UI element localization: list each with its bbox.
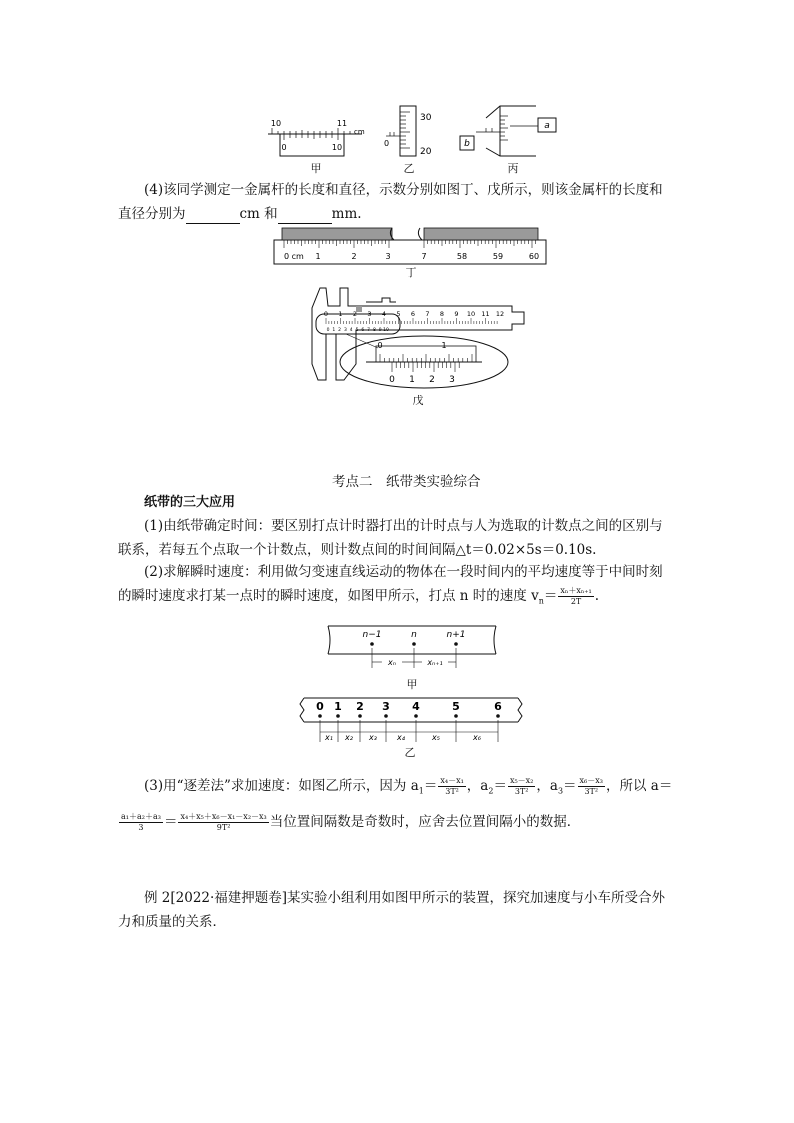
yi-tick-30: 30 <box>420 113 432 123</box>
tape-jia-seg-xn1: xₙ₊₁ <box>427 658 443 667</box>
tape-yi-point-label: 0 <box>316 700 324 713</box>
tape-yi-seg-label: x₄ <box>397 733 405 742</box>
p3-sub-a1: 1 <box>418 786 424 796</box>
p3-frac-a1: $\frac{\text{x₄－x₁}}{\text{3T²}}$ <box>440 776 464 796</box>
caliper-main-label: 7 <box>425 310 430 318</box>
p1-line2: 联系，若每五个点取一个计数点，则计数点间的时间间隔△t＝0.02×5s＝0.10s. <box>118 542 597 558</box>
caliper-main-label: 12 <box>495 310 505 318</box>
section-title: 考点二 纸带类实验综合 <box>332 474 481 490</box>
p2-text: 的瞬时速度求打某一点时的瞬时速度，如图甲所示，打点 n 时的速度 v <box>118 588 539 604</box>
q4-line2 <box>118 204 362 224</box>
tape-yi-seg-label: x₃ <box>369 733 377 742</box>
ding-tick-2: 2 <box>351 252 357 261</box>
tape-yi-dot <box>384 714 388 718</box>
jia-unit: cm <box>354 128 365 136</box>
caliper-main-label: 8 <box>439 310 445 318</box>
figure-bing-micrometer <box>456 98 566 160</box>
ding-tick-60: 60 <box>528 252 540 261</box>
p3-text-d: ，所以 a＝ <box>605 778 673 794</box>
caliper-vernier-label: 0 <box>326 328 330 333</box>
figure-wu-label: 戊 <box>412 394 424 407</box>
figure-ding-ruler <box>272 226 548 266</box>
tape-yi-dot <box>414 714 418 718</box>
ding-tick-59: 59 <box>492 252 504 261</box>
figure-jia-vernier <box>262 112 372 164</box>
figure-bing-label: 丙 <box>507 162 519 175</box>
tape-jia-seg-xn: xₙ <box>388 658 396 667</box>
example-line1: 例 2[2022·福建押题卷]某实验小组利用如图甲所示的装置，探究加速度与小车所受合外 <box>144 890 666 906</box>
tape-yi-point-label: 1 <box>334 700 342 713</box>
figure-yi-micrometer <box>382 104 442 160</box>
tape-yi-point-label: 2 <box>356 700 364 713</box>
tape-yi-dot <box>318 714 322 718</box>
wu-zoom-bottom-2: 2 <box>429 375 435 385</box>
q4-line1: (4)该同学测定一金属杆的长度和直径，示数分别如图丁、戊所示，则该金属杆的长度和 <box>144 182 663 198</box>
tape-yi-seg-label: x₆ <box>473 733 481 742</box>
wu-zoom-bottom-1: 1 <box>409 375 415 385</box>
ding-tick-1: 1 <box>315 252 321 261</box>
p3-eq1: ＝ <box>423 778 438 794</box>
p3-l2-eq: ＝ <box>163 814 178 830</box>
figure-tape-yi <box>296 694 526 746</box>
figure-jia-label: 甲 <box>310 162 322 175</box>
caliper-main-label: 2 <box>352 310 358 318</box>
tape-yi-dot <box>496 714 500 718</box>
figure-tape-jia <box>326 624 498 674</box>
tape-jia-point-n+1: n+1 <box>446 630 466 640</box>
jia-vernier-10: 10 <box>331 143 343 152</box>
caliper-main-label: 9 <box>454 310 459 318</box>
ding-tick-7: 7 <box>421 252 427 261</box>
p1-line1: (1)由纸带确定时间：要区别打点计时器打出的计时点与人为选取的计数点之间的区别与 <box>144 518 663 534</box>
diameter-answer-blank[interactable] <box>278 209 332 224</box>
tape-yi-seg-label: x₁ <box>325 733 333 742</box>
p3-line2 <box>118 812 580 833</box>
tape-yi-dot <box>336 714 340 718</box>
tape-jia-label: 甲 <box>406 678 418 691</box>
p2-sub: n <box>538 596 544 606</box>
caliper-main-label: 4 <box>381 310 387 318</box>
jia-tick-11: 11 <box>336 119 348 128</box>
caliper-vernier-label: 2 <box>338 328 342 333</box>
wu-zoom-bottom-0: 0 <box>389 375 395 385</box>
jia-tick-10: 10 <box>270 119 282 128</box>
caliper-vernier-label: 8 <box>372 328 376 333</box>
tape-yi-dot <box>454 714 458 718</box>
yi-tick-0: 0 <box>384 139 390 148</box>
caliper-vernier-label: 5 <box>355 328 359 333</box>
p3-frac-a2: $\frac{\text{x₅－x₂}}{\text{3T²}}$ <box>509 776 534 796</box>
yi-tick-20: 20 <box>420 147 432 157</box>
ding-tick-0cm: 0 cm <box>284 252 304 261</box>
caliper-vernier-label: 1 <box>332 328 336 333</box>
q4-text-b: cm 和 <box>239 206 278 222</box>
length-answer-blank[interactable] <box>186 209 240 224</box>
caliper-main-label: 0 <box>323 310 329 318</box>
p2-eq: ＝ <box>543 588 558 604</box>
tape-yi-seg-label: x₂ <box>345 733 353 742</box>
bing-label-b: b <box>464 139 470 149</box>
p3-frac-a3: $\frac{\text{x₆－x₃}}{\text{3T²}}$ <box>579 776 603 796</box>
p3-text-c: ，a <box>536 778 558 794</box>
figure-ding-label: 丁 <box>405 266 417 279</box>
figure-yi-label: 乙 <box>403 162 415 175</box>
wu-zoom-top-0: 0 <box>377 341 383 350</box>
caliper-vernier-label: 10 <box>383 328 389 333</box>
example-line2: 力和质量的关系． <box>118 914 226 930</box>
p2-line1: (2)求解瞬时速度：利用做匀变速直线运动的物体在一段时间内的平均速度等于中间时刻 <box>144 564 663 580</box>
caliper-vernier-label: 4 <box>349 328 353 333</box>
figure-wu-caliper <box>296 284 532 390</box>
q4-text-a: 直径分别为 <box>118 206 186 222</box>
bing-label-a: a <box>544 121 550 131</box>
p3-frac-total: $\frac{\text{x₄＋x₅＋x₆－x₁－x₂－x₃}}{\text{9T²}}$ <box>180 812 267 832</box>
caliper-main-label: 10 <box>466 310 476 318</box>
caliper-vernier-label: 3 <box>343 328 347 333</box>
caliper-main-label: 3 <box>367 310 372 318</box>
tape-yi-point-label: 6 <box>494 700 502 713</box>
wu-zoom-bottom-3: 3 <box>449 375 455 385</box>
wu-zoom-top-1: 1 <box>441 341 447 350</box>
tape-yi-label: 乙 <box>404 746 416 759</box>
tape-yi-point-label: 3 <box>382 700 390 713</box>
p3-text-a: (3)用“逐差法”求加速度：如图乙所示，因为 a <box>144 778 419 794</box>
caliper-vernier-label: 7 <box>367 328 371 333</box>
ding-tick-58: 58 <box>456 252 468 261</box>
tape-yi-point-label: 5 <box>452 700 460 713</box>
p2-line2 <box>118 586 599 612</box>
jia-vernier-0: 0 <box>281 143 287 152</box>
tape-jia-point-n-1: n−1 <box>362 630 382 640</box>
p2-fraction: $\frac{\text{xₙ＋xₙ₊₁}}{2T}$ <box>560 586 592 606</box>
p3-eq3: ＝ <box>563 778 577 794</box>
p3-sub-a3: 3 <box>557 786 564 796</box>
p3-l2-text: 当位置间隔数是奇数时，应舍去位置间隔小的数据． <box>269 814 581 830</box>
p3-line1 <box>144 776 672 802</box>
caliper-main-label: 1 <box>338 310 343 318</box>
tape-yi-point-label: 4 <box>412 700 420 713</box>
tape-yi-seg-label: x₅ <box>432 733 440 742</box>
caliper-vernier-label: 6 <box>361 328 365 333</box>
tape-yi-dot <box>358 714 362 718</box>
caliper-vernier-label: 9 <box>378 328 382 333</box>
ding-tick-3: 3 <box>385 252 391 261</box>
p3-eq2: ＝ <box>493 778 507 794</box>
caliper-main-label: 6 <box>410 310 416 318</box>
p3-sub-a2: 2 <box>488 786 494 796</box>
tape-jia-point-n: n <box>411 630 417 640</box>
p3-text-b: ，a <box>466 778 489 794</box>
section-subtitle: 纸带的三大应用 <box>144 495 236 510</box>
caliper-main-label: 11 <box>481 310 490 318</box>
p3-frac-avg: $\frac{\text{a₁＋a₂＋a₃}}{3}$ <box>121 812 161 832</box>
caliper-main-label: 5 <box>396 310 401 318</box>
q4-text-c: mm. <box>331 206 362 222</box>
p2-end: . <box>594 588 600 604</box>
